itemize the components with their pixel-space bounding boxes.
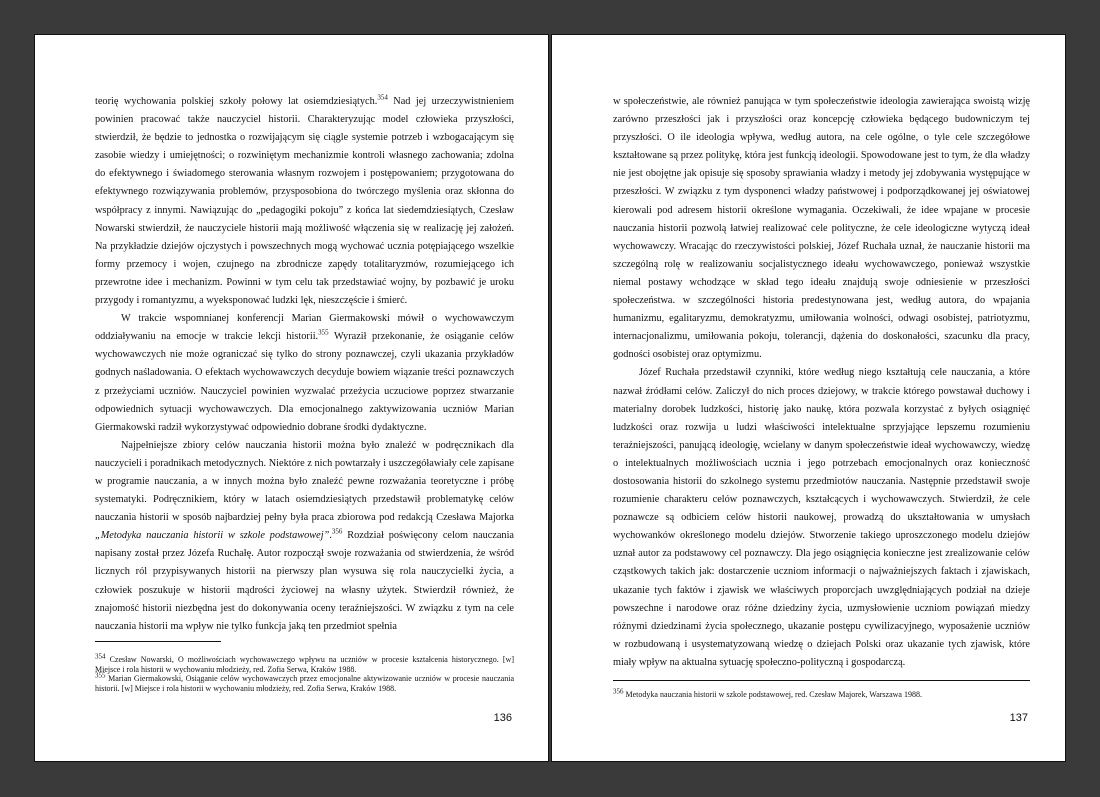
right-page — [551, 34, 1066, 762]
footnote-separator — [613, 680, 1030, 681]
left-page — [34, 34, 549, 762]
paragraph-text: Najpełniejsze zbiory celów nauczania historii można było znaleźć w podręcznikach dla nauczycieli i poradnikach metodycznych. Niektóre z nich powtarzały i uszczegóławiały cele zapisane w programie nauczania, a w innych można było znaleźć pewne rozważania teoretyczne i próbę systematyki. Podręcznikiem, który w latach osiemdziesiątych przedstawił problematykę celów nauczania historii w sposób najbardziej pełny była praca zbiorowa pod redakcją Czesława Majorka — [95, 439, 514, 524]
page-number: 137 — [1009, 712, 1028, 724]
paragraph-text: Wyraził przekonanie, że osiąganie celów wychowawczych nie może ograniczać się tylko do strony poznawczej, czyli ukazania przykładów godnych naśladowania. O efektach wychowawczych decyduje bowiem wiązanie treści poznawczych z przeżyciami uczniów. Nauczyciel powinien wyzwalać przeżycia uczuciowe poprzez stwarzanie odpowiednich sytuacji wychowawczych. Dla emocjonalnego zaktywizowania uczniów Marian Giermakowski radził wykorzystywać odpowiednio dobrane środki dydaktyczne. — [95, 331, 514, 433]
footnote-number: 356 — [613, 687, 624, 696]
footnote-text: Marian Giermakowski, Osiąganie celów wychowawczych przez emocjonalne aktywizowanie uczniów w procesie nauczania historii. [w] Miejsce i rola historii w wychowaniu młodzieży, red. Zofia Serwa, Kraków 1988. — [95, 674, 514, 693]
paragraph-text: W trakcie wspomnianej konferencji Marian Giermakowski mówił o wychowawczym oddziaływaniu na emocje w trakcie lekcji historii. — [95, 313, 514, 343]
footnote — [95, 652, 514, 674]
paragraph-text: Józef Ruchała przedstawił czynniki, które według niego kształtują cele nauczania, a które nazwał źródłami celów. Zaliczył do nich proces dziejowy, w trakcie którego powstawał duchowy i materialny dorobek ludzkości, historię jako naukę, która pozwala korzystać z byłych osiągnięć ludzkości oraz rozwija u ludzi właściwości intelektualne sprzyjające lepszemu rozumieniu teraźniejszości, panującą ideologię, wcielany w danym społeczeństwie ideał wychowawczy, wiedzę o intelektualnych możliwościach ucznia i jego potrzebach emocjonalnych oraz konieczność dostosowania historii do szkolnego systemu przedmiotów nauczania. Następnie przedstawił swoje rozumienie charakteru celów poznawczych, kształcących i wychowawczych. Stwierdził, że cele poznawcze są odbiciem celów historii naukowej, prowadzą do ukształtowania w umysłach wychowanków określonego modelu dziejów. Stworzenie takiego uproszczonego modelu dziejów uznał autor za podstawowy cel poznawczy. Dla jego osiągnięcia konieczne jest zrealizowanie celów cząstkowych takich jak: dostarczenie uczniom informacji o najważniejszych faktach i zjawiskach, ukazanie tych faktów i zjawisk we właściwych proporcjach uwzględniających podział na dzieje powszechne i narodowe oraz różne dziedziny życia, uzmysłowienie uczniom powiązań miedzy różnymi dziedzinami życia społecznego, ukazanie postępu cywilizacyjnego, wyposażenie uczniów w rozbudowaną i usystematyzowaną wiedzę o dziejach Polski oraz ukazanie tych zjawisk, które miały wpływ na aktualna sytuację społeczno-polityczną i gospodarczą. — [613, 367, 1030, 668]
footnote-ref[interactable]: 354 — [377, 93, 388, 102]
footnotes — [613, 687, 1030, 700]
paragraph-text: w społeczeństwie, ale również panująca w tym społeczeństwie ideologia zawierająca swoistą wizję zarówno przeszłości jak i przyszłości oraz koncepcję człowieka będącego budowniczym tej przyszłości. O ile ideologia wpływa, według autora, na cele ogólne, o tyle cele szczegółowe kształtowane są przez politykę, która jest funkcją ideologii. Spowodowane jest to tym, że dla władzy nie jest obojętne jak opisuje się sposoby sprawiania władzy i metody jej zdobywania występujące w przeszłości. W związku z tym dysponenci władzy państwowej i podporządkowanej jej oświatowej kierowali pod adresem historii określone wymagania. Oczekiwali, że idee wpajane w procesie nauczania historii pozwolą łatwiej realizować cele polityczne, że cele ideologiczne wytyczą ideał wychowawczy. Wracając do rzeczywistości polskiej, Józef Ruchała uznał, że nauczanie historii ma szczególną rolę w realizowaniu socjalistycznego ideału wychowawczego, ponieważ wszystkie niemal postawy wchodzące w skład tego ideału znajdują swoje odniesienie w przeszłości społeczeństwa. w szczególności historia predestynowana jest, według autora, do wpajania humanizmu, egalitaryzmu, demokratyzmu, umiłowania wolności, odwagi osobistej, patriotyzmu, internacjonalizmu, umiłowania pokoju, tolerancji, dążenia do doskonałości, szacunku dla pracy, godności osobistej oraz optymizmu. — [613, 96, 1030, 361]
footnotes — [95, 652, 514, 693]
left-page-body-text — [95, 93, 514, 636]
paragraph-text: Rozdział poświęcony celom nauczania napisany został przez Józefa Ruchałę. Autor rozpoczął swoje rozważania od stwierdzenia, że wśród licznych ról przypisywanych historii na pierwszy plan wysuwa się rola nauczycielki życia, a człowiek poszukuje w historii mądrości życiowej na własny użytek. Stwierdził również, że znajomość historii niezbędna jest do dokonywania oceny teraźniejszości. W związku z tym na cele nauczania historii ma wpływ nie tylko funkcja jaką ten przedmiot spełnia — [95, 530, 515, 632]
footnote-text: Czesław Nowarski, O możliwościach wychowawczego wpływu na uczniów w procesie kształcenia historycznego. [w] Miejsce i rola historii w wychowaniu młodzieży, red. Zofia Serwa, Kraków 1988. — [95, 655, 514, 674]
paragraph — [95, 310, 514, 437]
footnote-ref[interactable]: 356 — [331, 527, 343, 536]
paragraph — [95, 437, 514, 636]
paragraph — [95, 93, 514, 310]
paragraph-text: teorię wychowania polskiej szkoły połowy lat osiemdziesiątych. — [95, 96, 378, 107]
footnote — [613, 687, 1030, 700]
right-page-body-text — [613, 93, 1030, 672]
footnote-separator — [95, 641, 221, 642]
paragraph-text: Nad jej urzeczywistnieniem powinien pracować także nauczyciel historii. Charakteryzując model człowieka przyszłości, stwierdził, że będzie to jednostka o rozwijającym się ciągle systemie potrzeb i wzbogacającym się zasobie wiedzy i umiejętności; o rozwiniętym mechanizmie kontroli własnego zachowania; zdolna do efektywnego i świadomego sterowania własnym rozwojem i postępowaniem; przygotowana do efektywnego rozwiązywania problemów, przysposobiona do twórczego myślenia oraz skłonna do współpracy z innymi. Nawiązując do „pedagogiki pokoju” z końca lat siedemdziesiątych, Czesław Nowarski stwierdził, że nauczyciele historii mają możliwość włączenia się w realizację jej założeń. Na przykładzie dziejów ojczystych i powszechnych mogą wychować ucznia potępiającego wszelkie formy przemocy i wojen, czujnego na zbrodnicze zapędy totalitaryzmów, rozumiejącego ich przewrotne idee i mechanizm. Powinni w tym celu tak przedstawiać wojny, by pozbawić je uroku przygody i romantyzmu, a wyeksponować ludzki lęk, nieszczęście i śmierć. — [95, 96, 514, 307]
footnote-number: 355 — [95, 671, 106, 680]
footnote — [95, 671, 514, 693]
paragraph — [613, 364, 1030, 672]
paragraph — [613, 93, 1030, 364]
footnote-text: Metodyka nauczania historii w szkole podstawowej, red. Czesław Majorek, Warszawa 1988. — [623, 690, 922, 699]
footnote-ref[interactable]: 355 — [318, 328, 329, 337]
book-title: „Metodyka nauczania historii w szkole podstawowej” — [95, 530, 330, 542]
page-number: 136 — [493, 712, 512, 724]
paragraph-text: . — [329, 530, 332, 542]
footnote-number: 354 — [95, 652, 106, 661]
